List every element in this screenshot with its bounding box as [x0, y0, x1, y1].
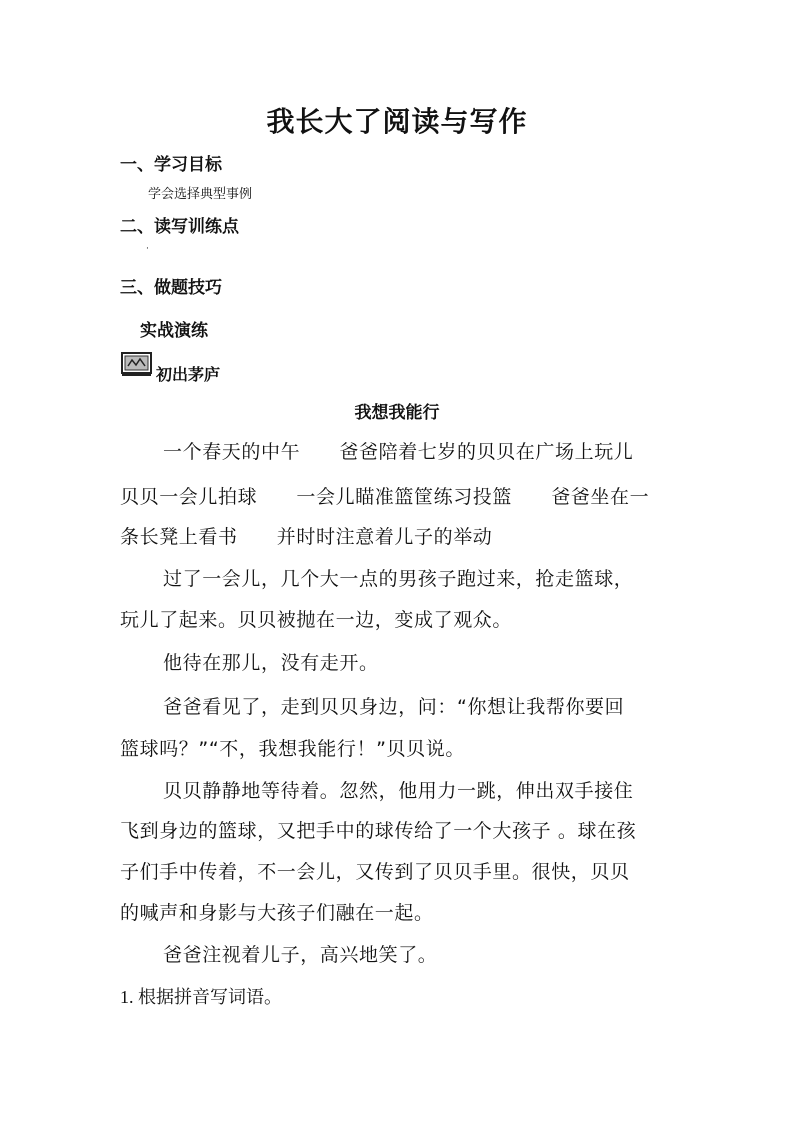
stray-dot: · — [146, 244, 149, 254]
story-line: 子们手中传着，不一会儿，又传到了贝贝手里。很快，贝贝 — [120, 861, 630, 883]
story-title: 我想我能行 — [354, 403, 440, 423]
story-line: 爸爸看见了，走到贝贝身边，问：“你想让我帮你要回 — [163, 696, 625, 718]
book-sketch-icon — [120, 350, 154, 378]
story-line: 篮球吗？”“不，我想我能行！”贝贝说。 — [120, 738, 465, 760]
story-line: 条长凳上看书 并时时注意着儿子的举动 — [120, 526, 493, 548]
story-line: 的喊声和身影与大孩子们融在一起。 — [120, 902, 434, 924]
story-line: 一个春天的中午 爸爸陪着七岁的贝贝在广场上玩儿 — [163, 441, 634, 463]
story-line: 玩儿了起来。贝贝被抛在一边，变成了观众。 — [120, 609, 513, 631]
story-line: 飞到身边的篮球，又把手中的球传给了一个大孩子 。球在孩 — [120, 820, 637, 842]
story-line: 他待在那儿，没有走开。 — [163, 652, 379, 674]
story-line: 爸爸注视着儿子，高兴地笑了。 — [163, 944, 438, 966]
section-heading-skills: 三、做题技巧 — [120, 278, 222, 298]
story-line: 贝贝一会儿拍球 一会儿瞄准篮筐练习投篮 爸爸坐在一 — [120, 486, 650, 508]
section-heading-goals: 一、学习目标 — [120, 155, 222, 175]
story-line: 贝贝静静地等待着。忽然，他用力一跳，伸出双手接住 — [163, 780, 634, 802]
practice-heading: 实战演练 — [140, 321, 208, 341]
page-title: 我长大了阅读与写作 — [266, 105, 528, 138]
story-line: 过了一会儿，几个大一点的男孩子跑过来，抢走篮球， — [163, 568, 634, 590]
question-1: 1. 根据拼音写词语。 — [120, 987, 282, 1007]
goals-text: 学会选择典型事例 — [148, 187, 253, 202]
section-heading-training: 二、读写训练点 — [120, 217, 239, 237]
first-try-heading: 初出茅庐 — [156, 365, 221, 384]
